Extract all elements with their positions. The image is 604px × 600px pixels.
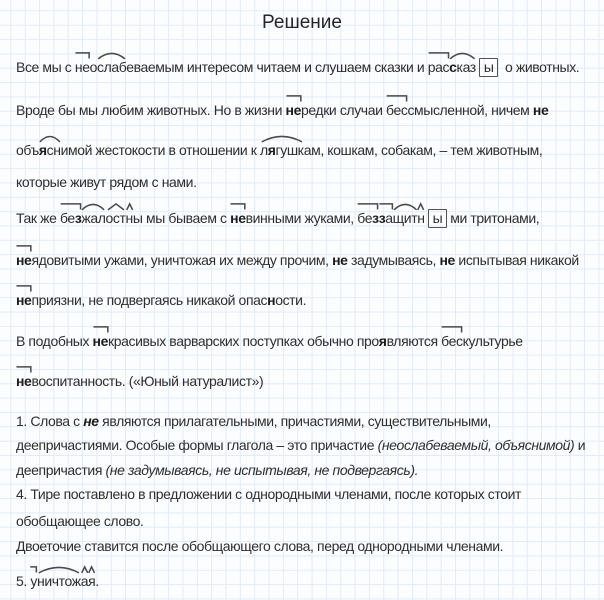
text-line xyxy=(16,411,491,431)
suffix-mark-icon xyxy=(81,565,88,574)
text-segment: з xyxy=(372,210,379,226)
prefix-morpheme: не xyxy=(230,210,245,226)
text-segment: имой жестокости в отношении к xyxy=(60,142,260,158)
ending-box: ы xyxy=(479,58,499,77)
text-line xyxy=(16,571,99,591)
root-mark-icon xyxy=(37,565,81,574)
text-line xyxy=(16,460,418,480)
prefix-mark-icon xyxy=(93,325,108,334)
text-segment: о животных. xyxy=(501,59,580,75)
text-line xyxy=(16,484,521,504)
text-segment: (не задумываясь, не испытывая, не подвергаясь). xyxy=(105,462,419,478)
text-line xyxy=(16,435,585,455)
text-segment: объ xyxy=(16,142,39,158)
root-morpheme xyxy=(260,142,304,158)
suffix-mark-icon xyxy=(106,202,126,211)
text-segment: Все мы с xyxy=(16,59,75,75)
text-segment: деепричастиями. Особые формы глагола – это причастие xyxy=(16,437,378,453)
prefix-mark-icon xyxy=(16,244,31,253)
root-morpheme: ничтож xyxy=(37,573,81,589)
text-segment: бе xyxy=(357,210,373,226)
suffix-morpheme: а xyxy=(81,573,88,589)
text-segment: ми тритонами, xyxy=(450,210,540,226)
suffix-morpheme: я xyxy=(88,573,95,589)
text-line xyxy=(16,100,548,120)
root-mark-icon xyxy=(97,51,126,60)
text-segment: а xyxy=(385,210,393,226)
text-segment: з xyxy=(74,210,82,226)
text-segment: испытывая никакой xyxy=(454,252,579,268)
text-segment: я xyxy=(378,333,387,349)
text-segment: приязни, не подвергаясь никакой опас xyxy=(31,292,268,308)
text-line xyxy=(16,57,579,77)
prefix-morpheme: бес xyxy=(441,333,462,349)
prefix-mark-icon xyxy=(441,325,462,334)
prefix-morpheme: не xyxy=(16,373,31,389)
root-morpheme: щит xyxy=(393,210,418,226)
prefix-morpheme xyxy=(60,210,81,226)
text-segment: 4. Тире поставлено в предложении с однородными членами, после которых стоит xyxy=(16,486,522,502)
prefix-morpheme: у xyxy=(30,573,37,589)
prefix-mark-icon xyxy=(30,565,37,574)
text-segment: с xyxy=(449,59,457,75)
prefix-mark-icon xyxy=(75,51,90,60)
text-segment: культурье xyxy=(462,333,523,349)
root-morpheme: слаб xyxy=(97,59,126,75)
text-line xyxy=(16,208,539,228)
prefix-morpheme: не xyxy=(16,252,31,268)
text-segment: сн xyxy=(46,142,61,158)
text-segment: которые живут рядом с нами. xyxy=(16,174,197,190)
prefix-mark-icon xyxy=(16,284,31,293)
root-morpheme xyxy=(449,59,476,75)
text-line xyxy=(16,371,263,391)
prefix-morpheme: не xyxy=(16,292,31,308)
text-segment: не xyxy=(332,252,348,268)
text-segment: и xyxy=(574,437,586,453)
prefix-morpheme: не xyxy=(75,59,90,75)
prefix-morpheme: не xyxy=(286,102,301,118)
text-segment: о xyxy=(89,59,97,75)
suffix-mark-icon xyxy=(88,565,95,574)
root-mark-icon xyxy=(81,202,105,211)
text-segment: бе xyxy=(59,210,75,226)
text-segment: ы мы бываем с xyxy=(132,210,231,226)
text-segment: Двоеточие ставится после обобщающего слова, перед однородными членами. xyxy=(16,538,504,554)
text-segment: В подобных xyxy=(16,333,93,349)
text-line xyxy=(16,511,144,531)
text-segment: не xyxy=(83,413,99,429)
text-segment: обобщающее слово. xyxy=(16,513,144,529)
text-segment: редки случаи xyxy=(300,102,386,118)
text-segment: деепричастия xyxy=(16,462,106,478)
text-segment: ости. xyxy=(275,292,307,308)
text-segment: я xyxy=(267,142,276,158)
root-morpheme xyxy=(39,142,61,158)
text-line xyxy=(16,536,503,556)
suffix-mark-icon xyxy=(417,202,424,211)
root-morpheme: жал xyxy=(81,210,105,226)
text-segment: не xyxy=(532,102,549,118)
text-segment: ам, кошкам, собакам, – тем животным, xyxy=(303,142,543,158)
text-segment: каз xyxy=(456,59,476,75)
root-mark-icon xyxy=(393,202,418,211)
page-title: Решение xyxy=(262,12,342,33)
text-line xyxy=(16,140,542,160)
text-segment: задумываясь, xyxy=(347,252,440,268)
prefix-morpheme xyxy=(379,210,393,226)
text-segment: (неослабеваемый, объяснимой) xyxy=(377,437,575,453)
prefix-morpheme: не xyxy=(93,333,108,349)
text-segment: н xyxy=(267,292,276,308)
text-segment: Так же xyxy=(16,210,60,226)
suffix-morpheme: н xyxy=(126,210,133,226)
text-segment: л xyxy=(259,142,268,158)
prefix-mark-icon xyxy=(16,365,31,374)
prefix-morpheme: бес xyxy=(386,102,407,118)
text-segment: Вроде бы мы любим животных. Но в жизни xyxy=(16,102,286,118)
prefix-mark-icon xyxy=(230,202,245,211)
prefix-morpheme xyxy=(357,210,378,226)
text-segment: винными жуками, xyxy=(245,210,358,226)
prefix-mark-icon xyxy=(386,94,407,103)
text-segment: ядовитыми ужами, уничтожая их между прочим, xyxy=(31,252,333,268)
text-segment: красивых варварских поступках обычно про xyxy=(108,333,379,349)
text-segment: гушк xyxy=(275,142,304,158)
text-segment: я xyxy=(38,142,47,158)
text-line xyxy=(16,250,579,270)
text-segment: . xyxy=(95,573,99,589)
text-segment: являются прилагательными, причастиями, существительными, xyxy=(98,413,491,429)
text-segment: з xyxy=(378,210,386,226)
text-segment: воспитанность. («Юный натуралист») xyxy=(31,373,264,389)
text-segment: вляются xyxy=(386,333,442,349)
text-line xyxy=(16,290,306,310)
text-segment: не xyxy=(439,252,455,268)
prefix-mark-icon xyxy=(286,94,301,103)
suffix-morpheme: ост xyxy=(106,210,126,226)
text-line xyxy=(16,331,523,351)
text-segment: 1. Слова с xyxy=(16,413,84,429)
text-segment: еваемым интересом читаем и слушаем сказки и xyxy=(126,59,428,75)
text-segment: 5. xyxy=(16,573,31,589)
suffix-mark-icon xyxy=(126,202,133,211)
prefix-mark-icon xyxy=(428,51,449,60)
text-segment: смысленной, ничем xyxy=(407,102,533,118)
suffix-morpheme: н xyxy=(417,210,424,226)
text-line xyxy=(16,172,197,192)
prefix-morpheme: рас xyxy=(428,59,449,75)
ending-box: ы xyxy=(428,209,448,228)
